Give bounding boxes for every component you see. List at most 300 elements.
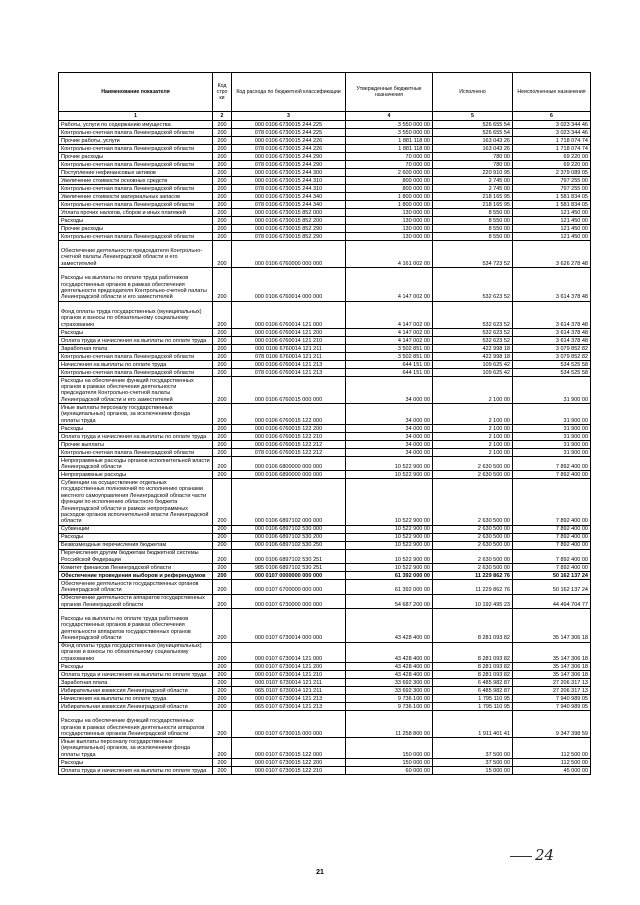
row-executed: 15 000 00	[433, 767, 513, 775]
row-line-code: 200	[213, 193, 232, 201]
table-row	[59, 360, 591, 368]
row-name: Избирательная комиссия Ленинградской области	[59, 687, 213, 695]
row-name: Уплата прочих налогов, сборов и иных платежей	[59, 209, 213, 217]
row-approved: 644 151 00	[346, 368, 433, 376]
row-executed: 1 795 110 95	[433, 703, 513, 711]
row-budget-code: 000 0106 6897102 530 251	[232, 549, 346, 563]
row-approved: 4 147 002 00	[346, 268, 433, 302]
row-line-code: 200	[213, 352, 232, 360]
row-name: Заработная плата	[59, 679, 213, 687]
row-name: Контрольно-счетная палата Ленинградской области	[59, 129, 213, 137]
row-executed: 532 623 52	[433, 268, 513, 302]
row-line-code: 200	[213, 145, 232, 153]
row-unexecuted: 7 892 400 00	[513, 456, 591, 470]
table-row	[59, 642, 591, 663]
row-line-code: 200	[213, 608, 232, 642]
table-row	[59, 177, 591, 185]
row-approved: 43 428 400 00	[346, 608, 433, 642]
row-budget-code: 000 0107 6700000 000 000	[232, 580, 346, 594]
row-unexecuted: 31 900 00	[513, 376, 591, 403]
row-approved: 3 502 851 00	[346, 344, 433, 352]
row-executed: 1 795 110 95	[433, 695, 513, 703]
column-numbers-row	[59, 112, 591, 121]
table-row	[59, 225, 591, 233]
row-line-code: 200	[213, 564, 232, 572]
row-executed: 2 100 00	[433, 424, 513, 432]
row-unexecuted: 3 614 378 48	[513, 336, 591, 344]
row-budget-code: 000 0106 6897102 000 000	[232, 479, 346, 525]
row-unexecuted: 7 892 400 00	[513, 564, 591, 572]
row-executed: 37 500 00	[433, 738, 513, 759]
row-executed: 220 910 95	[433, 169, 513, 177]
row-executed: 532 623 52	[433, 328, 513, 336]
row-approved: 10 522 900 00	[346, 479, 433, 525]
row-line-code: 200	[213, 448, 232, 456]
row-line-code: 200	[213, 541, 232, 549]
row-executed: 218 165 95	[433, 193, 513, 201]
row-unexecuted: 3 614 378 48	[513, 268, 591, 302]
row-approved: 130 000 00	[346, 209, 433, 217]
row-unexecuted: 7 892 400 00	[513, 525, 591, 533]
row-approved: 43 428 400 00	[346, 642, 433, 663]
row-name: Контрольно-счетная палата Ленинградской области	[59, 448, 213, 456]
row-approved: 150 000 00	[346, 738, 433, 759]
budget-table	[58, 72, 591, 775]
header-approved: Утвержденные бюджетные назначения	[346, 73, 433, 112]
row-line-code: 200	[213, 479, 232, 525]
row-executed: 2 100 00	[433, 440, 513, 448]
table-row	[59, 424, 591, 432]
row-name: Расходы на выплаты по оплате труда работников государственных органов в рамках обеспечения деятельности председателя Контрольно-счетной палаты Ленинградской области и его заместителей	[59, 268, 213, 302]
row-line-code: 200	[213, 376, 232, 403]
table-row	[59, 145, 591, 153]
row-budget-code: 000 0107 6730014 121 000	[232, 642, 346, 663]
column-number: 3	[232, 112, 346, 121]
table-row	[59, 759, 591, 767]
row-approved: 34 000 00	[346, 376, 433, 403]
row-unexecuted: 7 892 400 00	[513, 471, 591, 479]
row-line-code: 200	[213, 711, 232, 738]
row-budget-code: 000 0107 6730015 000 000	[232, 711, 346, 738]
header-unexecuted: Неисполненные назначения	[513, 73, 591, 112]
table-row	[59, 328, 591, 336]
row-executed: 532 623 52	[433, 301, 513, 328]
row-name: Увеличение стоимости основных средств	[59, 177, 213, 185]
row-name: Расходы на обеспечение функций государственных органов в рамках обеспечения деятельности аппаратов государственных органов Ленинградской области	[59, 711, 213, 738]
row-name: Контрольно-счетная палата Ленинградской области	[59, 145, 213, 153]
table-row	[59, 580, 591, 594]
row-line-code: 200	[213, 233, 232, 241]
row-line-code: 200	[213, 153, 232, 161]
table-row	[59, 169, 591, 177]
row-name: Заработная плата	[59, 344, 213, 352]
row-line-code: 200	[213, 594, 232, 608]
row-budget-code: 000 0106 6760014 121 213	[232, 360, 346, 368]
row-approved: 34 000 00	[346, 448, 433, 456]
table-row	[59, 671, 591, 679]
table-row	[59, 193, 591, 201]
row-name: Оплата труда и начисления на выплаты по оплате труда	[59, 432, 213, 440]
table-row	[59, 711, 591, 738]
row-name: Контрольно-счетная палата Ленинградской области	[59, 368, 213, 376]
row-line-code: 200	[213, 663, 232, 671]
row-executed: 526 655 54	[433, 129, 513, 137]
row-approved: 34 000 00	[346, 432, 433, 440]
table-row	[59, 209, 591, 217]
row-unexecuted: 69 220 00	[513, 153, 591, 161]
row-unexecuted: 50 162 137 24	[513, 572, 591, 580]
row-line-code: 200	[213, 549, 232, 563]
row-approved: 9 736 100 00	[346, 703, 433, 711]
row-budget-code: 000 0106 6730015 244 225	[232, 121, 346, 129]
row-executed: 8 550 00	[433, 225, 513, 233]
table-row	[59, 525, 591, 533]
row-executed: 37 500 00	[433, 759, 513, 767]
row-approved: 9 736 100 00	[346, 695, 433, 703]
row-unexecuted: 112 500 00	[513, 738, 591, 759]
row-approved: 3 502 851 00	[346, 352, 433, 360]
row-approved: 11 258 800 00	[346, 711, 433, 738]
row-name: Прочие расходы	[59, 153, 213, 161]
row-unexecuted: 7 940 989 05	[513, 703, 591, 711]
row-unexecuted: 35 147 306 18	[513, 663, 591, 671]
table-row	[59, 153, 591, 161]
row-unexecuted: 27 206 317 13	[513, 687, 591, 695]
row-name: Расходы	[59, 663, 213, 671]
table-row	[59, 268, 591, 302]
row-unexecuted: 7 892 400 00	[513, 549, 591, 563]
row-name: Фонд оплаты труда государственных (муниципальных) органов и взносы по обязательному социальному страхованию	[59, 301, 213, 328]
row-budget-code: 078 0106 6730015 244 340	[232, 201, 346, 209]
row-approved: 1 800 000 00	[346, 201, 433, 209]
row-unexecuted: 534 525 58	[513, 368, 591, 376]
table-row	[59, 533, 591, 541]
row-budget-code: 000 0107 6730015 122 200	[232, 759, 346, 767]
row-unexecuted: 3 023 344 46	[513, 129, 591, 137]
table-row	[59, 594, 591, 608]
row-name: Оплата труда и начисления на выплаты по оплате труда	[59, 767, 213, 775]
row-name: Иные выплаты персоналу государственных (муниципальных) органов, за исключением фонда оплаты труда	[59, 404, 213, 425]
row-budget-code: 000 0107 6730014 121 200	[232, 663, 346, 671]
row-name: Расходы	[59, 328, 213, 336]
row-executed: 109 625 42	[433, 368, 513, 376]
row-budget-code: 000 0107 6730000 000 000	[232, 594, 346, 608]
row-line-code: 200	[213, 137, 232, 145]
row-approved: 1 881 118 00	[346, 145, 433, 153]
table-row	[59, 479, 591, 525]
row-approved: 150 000 00	[346, 759, 433, 767]
row-name: Непрограммные расходы	[59, 471, 213, 479]
row-line-code: 200	[213, 121, 232, 129]
row-approved: 34 000 00	[346, 424, 433, 432]
row-approved: 70 000 00	[346, 153, 433, 161]
row-approved: 61 392 000 00	[346, 580, 433, 594]
row-unexecuted: 31 900 00	[513, 448, 591, 456]
row-unexecuted: 121 450 00	[513, 217, 591, 225]
row-name: Непрограммные расходы органов исполнительной власти Ленинградской области	[59, 456, 213, 470]
table-row	[59, 121, 591, 129]
row-line-code: 200	[213, 404, 232, 425]
table-row	[59, 663, 591, 671]
row-approved: 130 000 00	[346, 225, 433, 233]
row-budget-code: 000 0106 6730015 852 200	[232, 217, 346, 225]
row-executed: 10 192 495 23	[433, 594, 513, 608]
row-line-code: 200	[213, 161, 232, 169]
row-executed: 163 043 26	[433, 137, 513, 145]
row-budget-code: 000 0107 6730014 121 210	[232, 671, 346, 679]
row-executed: 780 00	[433, 153, 513, 161]
row-unexecuted: 35 147 306 18	[513, 671, 591, 679]
row-line-code: 200	[213, 169, 232, 177]
row-unexecuted: 35 147 306 18	[513, 642, 591, 663]
row-name: Работы, услуги по содержанию имущества	[59, 121, 213, 129]
row-line-code: 200	[213, 217, 232, 225]
row-line-code: 200	[213, 201, 232, 209]
row-executed: 532 623 52	[433, 336, 513, 344]
row-executed: 2 630 500 00	[433, 549, 513, 563]
row-line-code: 200	[213, 703, 232, 711]
table-row	[59, 336, 591, 344]
table-row	[59, 471, 591, 479]
table-row	[59, 687, 591, 695]
row-line-code: 200	[213, 525, 232, 533]
row-line-code: 200	[213, 687, 232, 695]
row-approved: 800 000 00	[346, 185, 433, 193]
row-line-code: 200	[213, 440, 232, 448]
table-row	[59, 129, 591, 137]
row-approved: 1 881 118 00	[346, 137, 433, 145]
row-name: Поступление нефинансовых активов	[59, 169, 213, 177]
row-approved: 10 522 900 00	[346, 549, 433, 563]
table-row	[59, 404, 591, 425]
row-line-code: 200	[213, 241, 232, 268]
row-unexecuted: 27 206 317 13	[513, 679, 591, 687]
row-line-code: 200	[213, 671, 232, 679]
row-executed: 2 745 00	[433, 185, 513, 193]
row-unexecuted: 3 626 278 48	[513, 241, 591, 268]
table-row	[59, 572, 591, 580]
row-approved: 1 800 000 00	[346, 193, 433, 201]
row-budget-code: 000 0106 6730015 852 000	[232, 209, 346, 217]
row-approved: 34 000 00	[346, 440, 433, 448]
row-executed: 8 281 093 82	[433, 663, 513, 671]
row-name: Расходы	[59, 424, 213, 432]
table-row	[59, 679, 591, 687]
row-budget-code: 000 0106 6897102 530 200	[232, 533, 346, 541]
row-name: Иные выплаты персоналу государственных (муниципальных) органов, за исключением фонда оплаты труда	[59, 738, 213, 759]
row-unexecuted: 31 900 00	[513, 424, 591, 432]
row-executed: 11 229 862 76	[433, 572, 513, 580]
row-name: Контрольно-счетная палата Ленинградской области	[59, 233, 213, 241]
row-budget-code: 000 0106 6760014 121 200	[232, 328, 346, 336]
row-budget-code: 000 0106 6730015 244 340	[232, 193, 346, 201]
row-line-code: 200	[213, 432, 232, 440]
row-name: Начисления на выплаты по оплате труда	[59, 695, 213, 703]
row-approved: 43 428 400 00	[346, 663, 433, 671]
row-budget-code: 000 0106 6760015 122 000	[232, 404, 346, 425]
table-row	[59, 301, 591, 328]
row-name: Обеспечение деятельности председателя Контрольно-счетной палаты Ленинградской области и его заместителей	[59, 241, 213, 268]
row-name: Обеспечение проведения выборов и референдумов	[59, 572, 213, 580]
row-approved: 10 522 900 00	[346, 525, 433, 533]
row-unexecuted: 7 892 400 00	[513, 541, 591, 549]
row-name: Расходы	[59, 759, 213, 767]
row-approved: 10 522 900 00	[346, 456, 433, 470]
row-approved: 3 550 000 00	[346, 121, 433, 129]
row-executed: 534 723 52	[433, 241, 513, 268]
row-unexecuted: 534 525 58	[513, 360, 591, 368]
row-approved: 34 000 00	[346, 404, 433, 425]
row-budget-code: 065 0107 6730014 121 211	[232, 687, 346, 695]
row-executed: 8 550 00	[433, 233, 513, 241]
row-name: Фонд оплаты труда государственных (муниципальных) органов и взносы по обязательному социальному страхованию	[59, 642, 213, 663]
row-budget-code: 000 0106 6890000 000 000	[232, 471, 346, 479]
row-budget-code: 000 0106 6760015 122 212	[232, 440, 346, 448]
row-name: Контрольно-счетная палата Ленинградской области	[59, 201, 213, 209]
row-approved: 10 522 900 00	[346, 533, 433, 541]
row-budget-code: 985 0106 6897102 530 251	[232, 564, 346, 572]
row-unexecuted: 797 255 00	[513, 177, 591, 185]
row-unexecuted: 45 000 00	[513, 767, 591, 775]
row-approved: 644 151 00	[346, 360, 433, 368]
row-unexecuted: 121 450 00	[513, 225, 591, 233]
row-budget-code: 000 0106 6730015 244 300	[232, 169, 346, 177]
row-executed: 780 00	[433, 161, 513, 169]
table-row	[59, 541, 591, 549]
row-executed: 2 630 500 00	[433, 525, 513, 533]
row-executed: 1 911 401 41	[433, 711, 513, 738]
row-unexecuted: 9 347 398 59	[513, 711, 591, 738]
row-name: Расходы на обеспечение функций государственных органов в рамках обеспечения деятельности председателя Контрольно-счетной палаты Ленинградской области и его заместителей	[59, 376, 213, 403]
row-unexecuted: 31 900 00	[513, 432, 591, 440]
row-line-code: 200	[213, 177, 232, 185]
row-unexecuted: 3 079 852 82	[513, 344, 591, 352]
row-approved: 4 147 002 00	[346, 328, 433, 336]
row-budget-code: 000 0106 6730015 244 290	[232, 153, 346, 161]
row-unexecuted: 3 079 852 82	[513, 352, 591, 360]
row-executed: 422 998 18	[433, 352, 513, 360]
row-executed: 8 281 093 82	[433, 671, 513, 679]
row-name: Избирательная комиссия Ленинградской области	[59, 703, 213, 711]
row-budget-code: 000 0106 6800000 000 000	[232, 456, 346, 470]
row-approved: 70 000 00	[346, 161, 433, 169]
row-line-code: 200	[213, 424, 232, 432]
row-unexecuted: 112 500 00	[513, 759, 591, 767]
row-unexecuted: 50 162 137 24	[513, 580, 591, 594]
row-budget-code: 000 0106 6760015 000 000	[232, 376, 346, 403]
row-name: Увеличение стоимости материальных запасов	[59, 193, 213, 201]
row-name: Контрольно-счетная палата Ленинградской области	[59, 185, 213, 193]
row-budget-code: 000 0106 6760014 121 211	[232, 344, 346, 352]
row-line-code: 200	[213, 360, 232, 368]
row-budget-code: 000 0106 6897102 530 250	[232, 541, 346, 549]
row-budget-code: 065 0107 6730014 121 213	[232, 703, 346, 711]
handwritten-dash	[510, 856, 532, 857]
row-line-code: 200	[213, 301, 232, 328]
row-budget-code: 000 0106 6760014 121 000	[232, 301, 346, 328]
row-line-code: 200	[213, 185, 232, 193]
table-row	[59, 564, 591, 572]
row-budget-code: 078 0106 6760015 122 212	[232, 448, 346, 456]
table-row	[59, 448, 591, 456]
row-budget-code: 078 0106 6760014 121 213	[232, 368, 346, 376]
row-executed: 8 550 00	[433, 209, 513, 217]
table-row	[59, 738, 591, 759]
header-line-code: Код стро ки	[213, 73, 232, 112]
row-unexecuted: 121 450 00	[513, 209, 591, 217]
row-approved: 33 692 300 00	[346, 679, 433, 687]
table-row	[59, 432, 591, 440]
row-approved: 800 000 00	[346, 177, 433, 185]
row-name: Комитет финансов Ленинградской области	[59, 564, 213, 572]
row-approved: 130 000 00	[346, 217, 433, 225]
row-budget-code: 000 0107 6730014 000 000	[232, 608, 346, 642]
row-line-code: 200	[213, 533, 232, 541]
row-executed: 2 630 500 00	[433, 479, 513, 525]
row-line-code: 200	[213, 738, 232, 759]
row-executed: 2 630 500 00	[433, 471, 513, 479]
row-unexecuted: 35 147 306 18	[513, 608, 591, 642]
row-line-code: 200	[213, 679, 232, 687]
table-row	[59, 185, 591, 193]
row-budget-code: 000 0106 6760015 122 200	[232, 424, 346, 432]
row-budget-code: 078 0106 6730015 852 290	[232, 233, 346, 241]
row-name: Субвенции на осуществление отдельных государственных полномочий по исполнению органами местного самоуправления Ленинградской области части функции по исполнению областного бюджета Ленинградской области в рамках непрограммных расходов органов исполнительной власти Ленинградской области	[59, 479, 213, 525]
row-budget-code: 000 0106 6760000 000 000	[232, 241, 346, 268]
row-budget-code: 000 0107 0000000 000 000	[232, 572, 346, 580]
column-number: 4	[346, 112, 433, 121]
row-approved: 33 692 300 00	[346, 687, 433, 695]
table-row	[59, 233, 591, 241]
row-approved: 2 600 000 00	[346, 169, 433, 177]
row-name: Прочие расходы	[59, 225, 213, 233]
table-row	[59, 241, 591, 268]
table-row	[59, 608, 591, 642]
table-row	[59, 344, 591, 352]
page-number: 21	[316, 869, 324, 876]
row-budget-code: 000 0106 6730015 244 226	[232, 137, 346, 145]
row-budget-code: 078 0106 6760014 121 211	[232, 352, 346, 360]
row-line-code: 200	[213, 344, 232, 352]
row-unexecuted: 797 255 00	[513, 185, 591, 193]
row-unexecuted: 31 900 00	[513, 404, 591, 425]
row-unexecuted: 7 892 400 00	[513, 533, 591, 541]
row-name: Прочие работы, услуги	[59, 137, 213, 145]
row-approved: 54 687 200 00	[346, 594, 433, 608]
row-unexecuted: 31 900 00	[513, 440, 591, 448]
table-row	[59, 368, 591, 376]
row-line-code: 200	[213, 759, 232, 767]
row-unexecuted: 3 614 378 48	[513, 301, 591, 328]
table-row	[59, 549, 591, 563]
row-executed: 2 100 00	[433, 404, 513, 425]
row-unexecuted: 7 940 989 05	[513, 695, 591, 703]
row-unexecuted: 121 450 00	[513, 233, 591, 241]
row-budget-code: 000 0106 6760014 121 210	[232, 336, 346, 344]
row-executed: 163 043 26	[433, 145, 513, 153]
row-line-code: 200	[213, 328, 232, 336]
row-executed: 2 630 500 00	[433, 541, 513, 549]
row-unexecuted: 3 614 378 48	[513, 328, 591, 336]
row-line-code: 200	[213, 368, 232, 376]
row-line-code: 200	[213, 129, 232, 137]
row-name: Расходы на выплаты по оплате труда работников государственных органов в рамках обеспечения деятельности аппаратов государственных органов Ленинградской области	[59, 608, 213, 642]
row-executed: 2 630 500 00	[433, 533, 513, 541]
row-executed: 2 100 00	[433, 432, 513, 440]
row-executed: 6 485 982 87	[433, 679, 513, 687]
row-approved: 4 161 002 00	[346, 241, 433, 268]
row-name: Обеспечение деятельности государственных органов Ленинградской области	[59, 580, 213, 594]
